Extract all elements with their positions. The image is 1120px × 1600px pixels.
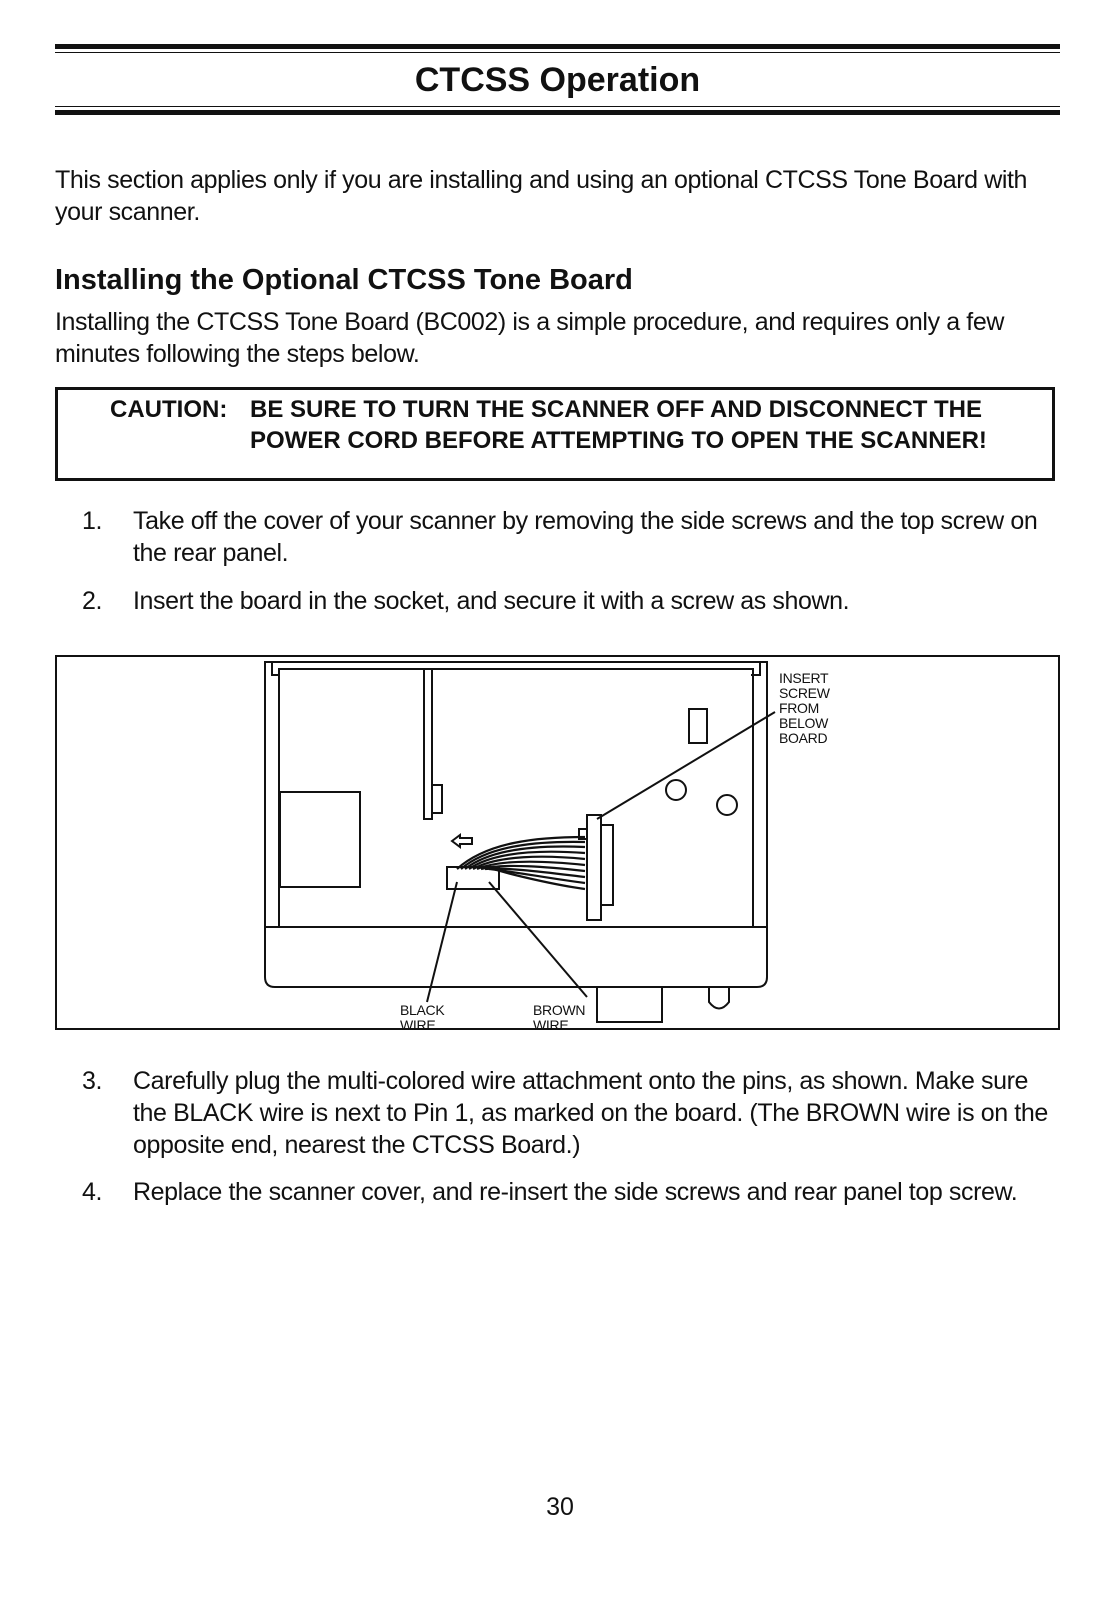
step-text: Insert the board in the socket, and secure it with a screw as shown. — [133, 587, 850, 615]
title-top-thin-rule — [55, 52, 1060, 53]
installation-diagram — [55, 655, 1060, 1033]
page-number: 30 — [546, 1493, 574, 1521]
step-text: Replace the scanner cover, and re-insert the side screws and rear panel top screw. — [133, 1178, 1018, 1206]
chassis-outline — [265, 662, 767, 987]
step-text: Carefully plug the multi-colored wire attachment onto the pins, as shown. Make sure the BLACK wire is next to Pin 1, as marked on the board. (The BROWN wire is on the opposite end, nearest the CTCSS Board.) — [133, 1067, 1048, 1159]
caution-box — [55, 387, 1055, 481]
step-number: 1. — [82, 507, 103, 535]
caution-label: CAUTION: — [110, 396, 228, 423]
pin1-arrow — [452, 835, 472, 847]
rear-connector-bracket — [587, 815, 601, 920]
callout-brown-wire: BROWN WIRE — [533, 1002, 586, 1033]
mounting-hole — [666, 780, 686, 800]
callout-insert-screw: INSERT SCREW FROM BELOW BOARD — [779, 670, 830, 746]
section-heading: Installing the Optional CTCSS Tone Board — [55, 264, 633, 296]
vertical-board — [424, 669, 432, 819]
step-number: 4. — [82, 1178, 103, 1206]
transformer-block — [280, 792, 360, 887]
step-text: Take off the cover of your scanner by removing the side screws and the top screw on the rear panel. — [133, 507, 1038, 567]
section-intro-paragraph: Installing the CTCSS Tone Board (BC002) is a simple procedure, and requires only a few minutes following the steps below. — [55, 308, 1004, 368]
scanner-interior-drawing — [57, 657, 1062, 1032]
intro-paragraph: This section applies only if you are installing and using an optional CTCSS Tone Board with your scanner. — [55, 166, 1028, 226]
mounting-hole — [717, 795, 737, 815]
callout-black-wire: BLACK WIRE — [400, 1002, 445, 1033]
title-bottom-rule — [55, 110, 1060, 115]
caution-text: BE SURE TO TURN THE SCANNER OFF AND DISCONNECT THE POWER CORD BEFORE ATTEMPTING TO OPEN THE SCANNER! — [250, 396, 987, 454]
wire-bundle — [457, 837, 585, 889]
title-bottom-thin-rule — [55, 106, 1060, 107]
small-component — [689, 709, 707, 743]
step-number: 3. — [82, 1067, 103, 1095]
title-top-rule — [55, 44, 1060, 49]
page-title: CTCSS Operation — [414, 61, 701, 99]
step-number: 2. — [82, 587, 103, 615]
